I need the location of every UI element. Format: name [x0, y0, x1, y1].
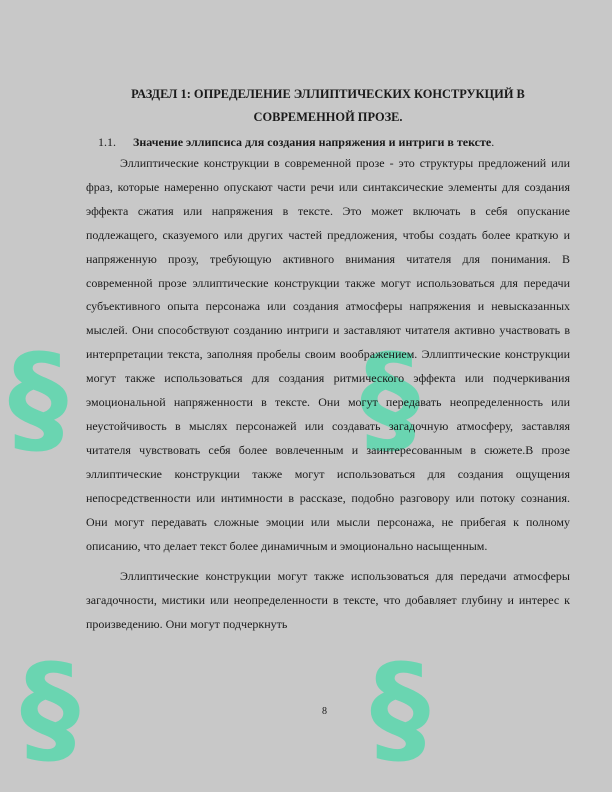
subsection-trailing: .	[491, 135, 495, 149]
section-title	[86, 83, 570, 129]
subsection-number: 1.1.	[98, 135, 116, 149]
section-title-line2: СОВРЕМЕННОЙ ПРОЗЕ.	[253, 110, 403, 124]
page-number: 8	[322, 706, 327, 717]
section-title-line1: РАЗДЕЛ 1: ОПРЕДЕЛЕНИЕ ЭЛЛИПТИЧЕСКИХ КОНСТРУКЦИЙ В	[131, 87, 525, 101]
subsection-heading	[98, 132, 582, 152]
watermark-logo: §	[20, 640, 80, 779]
watermark-logo: §	[8, 330, 68, 469]
document-content	[86, 83, 570, 637]
paragraph-2: Эллиптические конструкции могут также использоваться для передачи атмосферы загадочности, мистики или неопределенности в тексте, что добавляет глубину и интерес к произведению. Они могут подчеркнуть	[86, 569, 570, 632]
watermark-logo: §	[360, 330, 420, 469]
paragraph-1: Эллиптические конструкции в современной прозе - это структуры предложений или фраз, которые намеренно опускают части речи или синтаксические элементы для создания эффекта сжатия или напряжения в тексте. Это может включать в себя опускание подлежащего, сказуемого или других частей предложения, чтобы создать более краткую и напряженную прозу, требующую активного внимания читателя для понимания. В современной прозе эллиптические конструкции также могут использоваться для передачи субъективного опыта персонажа или создания атмосферы напряжения и невысказанных мыслей. Они способствуют созданию интриги и заставляют читателя активно участвовать в интерпретации текста, заполняя пробелы своим воображением. Эллиптические конструкции могут также использоваться для создания ритмического эффекта или подчеркивания эмоциональной напряженности в тексте. Они могут передавать неопределенность или неустойчивость в мыслях персонажей или создавать загадочную атмосферу, заставляя читателя чувствовать себя более вовлеченным и заинтересованным в сюжете.В прозе эллиптические конструкции также могут использоваться для создания ощущения непосредственности или интимности в рассказе, подобно разговору или потоку сознания. Они могут передавать сложные эмоции или мысли персонажа, не прибегая к полному описанию, что делает текст более динамичным и эмоционально насыщенным.	[86, 156, 570, 553]
subsection-title: Значение эллипсиса для создания напряжения и интриги в тексте	[133, 135, 492, 149]
watermark-logo: §	[370, 640, 430, 779]
